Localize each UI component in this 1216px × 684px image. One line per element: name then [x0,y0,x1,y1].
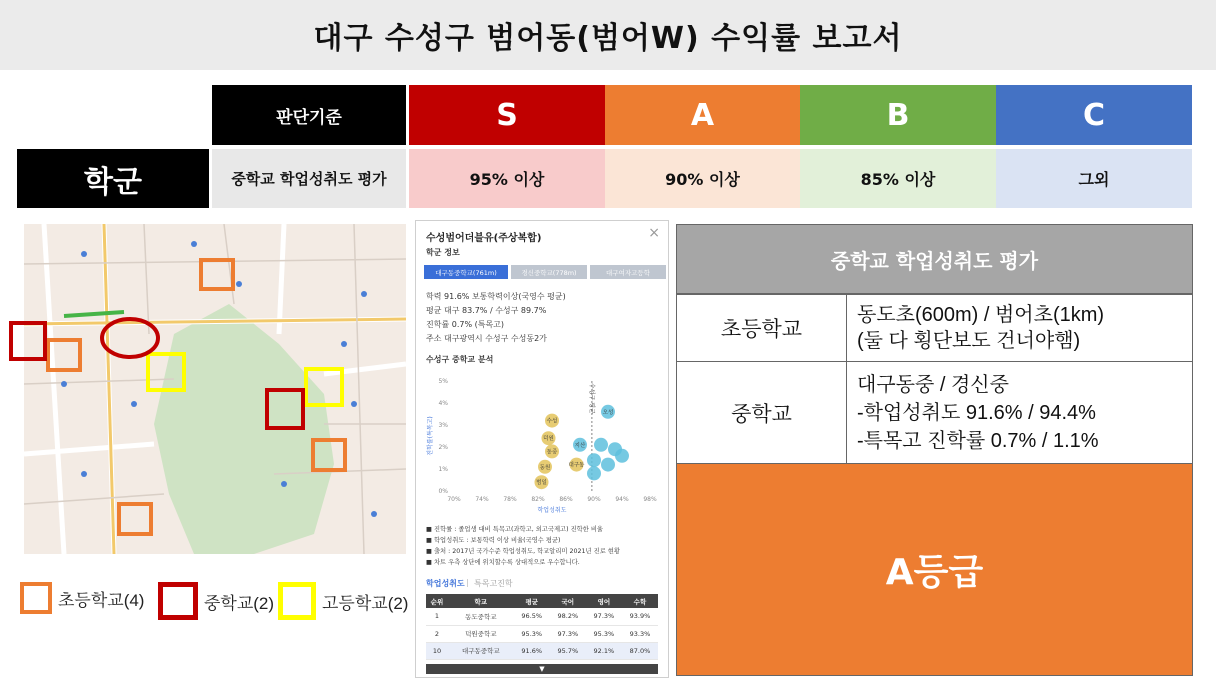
legend-elementary [20,582,144,614]
y-tick-label: 2% [438,444,448,451]
chart-title: 수성구 중학교 분석 [426,355,494,364]
table-row-highlighted[interactable] [426,642,658,659]
table-cell: 97.3% [586,608,622,625]
grade-a-value: 90% 이상 [605,149,800,208]
eval-middle-text [846,361,1193,464]
scatter-point [615,449,629,463]
table-cell: 96.5% [514,608,550,625]
y-tick-label: 0% [438,488,448,495]
middle-legend-label: 중학교(2) [204,593,275,613]
subtab-achievement[interactable]: 학업성취도 [426,579,465,588]
school-map[interactable] [24,224,406,554]
point-label: 수성 [546,418,558,425]
criteria-row-label: 중학교 학업성취도 평가 [212,149,406,208]
col-english: 영어 [586,594,622,608]
eval-middle-line: 대구동중 / 경신중 [857,373,1009,396]
y-axis-label: 진학률(특목고) [427,416,434,456]
info-admission: 진학률 0.7% (특목고) [426,320,505,329]
map-canvas [24,224,406,554]
subtab-special-admission[interactable]: 특목고진학 [474,579,513,588]
tab-daegu-girls-high[interactable]: 대구여자고등학 [590,265,666,279]
table-cell: 동도중학교 [448,608,514,625]
table-header-row [426,594,658,608]
note-4: ■ 차트 우측 상단에 위치할수록 상대적으로 우수합니다. [426,559,580,566]
col-korean: 국어 [550,594,586,608]
table-cell: 93.9% [622,608,658,625]
x-tick-label: 74% [475,496,489,503]
eval-middle-label: 중학교 [676,361,847,464]
tab-daegudong[interactable]: 대구동중학교(761m) [424,265,508,279]
criteria-row-title: 학군 [17,149,209,208]
eval-elementary-line: (둘 다 횡단보도 건너야햄) [857,330,1081,352]
info-achievement: 학력 91.6% 보통학력이상(국영수 평균) [426,292,566,301]
table-cell: 91.6% [514,642,550,659]
eval-elementary-line: 동도초(600m) / 범어초(1km) [857,304,1105,326]
y-tick-label: 4% [438,400,448,407]
school-scatter-chart [424,371,660,521]
grade-s-value: 95% 이상 [409,149,605,208]
note-1: ■ 진학률 : 졸업생 대비 특목고(과학고, 외고국제고) 진학한 비율 [426,526,603,533]
scatter-point [594,438,608,452]
table-row[interactable] [426,608,658,625]
school-info-panel [415,220,669,678]
col-average: 평균 [514,594,550,608]
point-label: 대구동 [568,462,585,469]
table-row[interactable] [426,625,658,642]
criteria-header-label: 판단기준 [212,85,406,145]
scatter-point [601,458,615,472]
expand-button[interactable]: ▼ [426,664,658,674]
table-cell: 95.3% [586,625,622,642]
grade-c-header: C [996,85,1192,145]
info-address: 주소 대구광역시 수성구 수성동2가 [426,334,547,343]
elementary-legend-swatch [20,582,52,614]
table-cell: 95.7% [550,642,586,659]
table-cell: 93.3% [622,625,658,642]
subtab-separator: | [466,578,469,587]
high-legend-swatch [278,582,316,620]
x-tick-label: 94% [615,496,629,503]
y-tick-label: 1% [438,466,448,473]
elementary-legend-label: 초등학교(4) [58,590,145,610]
grade-result: A등급 [676,463,1193,676]
y-tick-label: 3% [438,422,448,429]
col-math: 수학 [622,594,658,608]
table-cell: 10 [426,642,448,659]
note-2: ■ 학업성취도 : 보통학력 이상 비율(국영수 평균) [426,537,561,544]
title-bar [0,0,1216,70]
grade-c-value: 그외 [996,149,1192,208]
x-tick-label: 70% [447,496,461,503]
col-school: 학교 [448,594,514,608]
col-rank: 순위 [426,594,448,608]
table-cell: 대구동중학교 [448,642,514,659]
table-cell: 97.3% [550,625,586,642]
point-label: 오성 [602,409,614,416]
eval-title: 중학교 학업성취도 평가 [676,224,1193,294]
table-cell: 95.3% [514,625,550,642]
point-label: 동중 [546,449,558,456]
note-3: ■ 출처 : 2017년 국가수준 학업성취도, 학교알리미 2021년 진로 현황 [426,548,620,555]
x-tick-label: 86% [559,496,573,503]
table-cell: 1 [426,608,448,625]
grade-a-header: A [605,85,800,145]
table-cell: 87.0% [622,642,658,659]
grade-b-value: 85% 이상 [800,149,996,208]
x-axis-label: 학업성취도 [537,507,567,514]
table-cell: 2 [426,625,448,642]
grade-b-header: B [800,85,996,145]
page-title: 대구 수성구 범어동(범어W) 수익률 보고서 [313,21,903,56]
point-label: 범일 [536,480,547,487]
point-label: 지산 [574,442,586,449]
middle-legend-swatch [158,582,198,620]
table-cell: 98.2% [550,608,586,625]
panel-title: 수성범어더블유(주상복합) [426,233,542,244]
average-line-label: 수성구 평균 [587,383,595,414]
legend-middle [158,582,274,620]
scatter-point [587,466,601,480]
panel-section: 학군 정보 [426,248,460,257]
middle-school-marker [9,321,47,361]
close-icon[interactable]: × [648,225,660,241]
info-average: 평균 대구 83.7% / 수성구 89.7% [426,306,547,315]
eval-middle-line: -학업성취도 91.6% / 94.4% [857,401,1096,424]
point-label: 덕원 [543,436,554,443]
x-tick-label: 90% [587,496,601,503]
x-tick-label: 82% [531,496,545,503]
x-tick-label: 98% [643,496,657,503]
grade-s-header: S [409,85,605,145]
table-cell: 92.1% [586,642,622,659]
scatter-point [587,453,601,467]
eval-middle-line: -특목고 진학률 0.7% / 1.1% [857,429,1099,452]
x-tick-label: 78% [503,496,517,503]
eval-elementary-text [846,294,1193,362]
high-legend-label: 고등학교(2) [322,593,409,613]
tab-gyeongsin[interactable]: 경신중학교(778m) [511,265,587,279]
y-tick-label: 5% [438,378,448,385]
ranking-table [426,594,658,660]
legend-high [278,582,408,620]
eval-elementary-label: 초등학교 [676,294,847,362]
table-cell: 덕원중학교 [448,625,514,642]
point-label: 동원 [539,464,551,471]
